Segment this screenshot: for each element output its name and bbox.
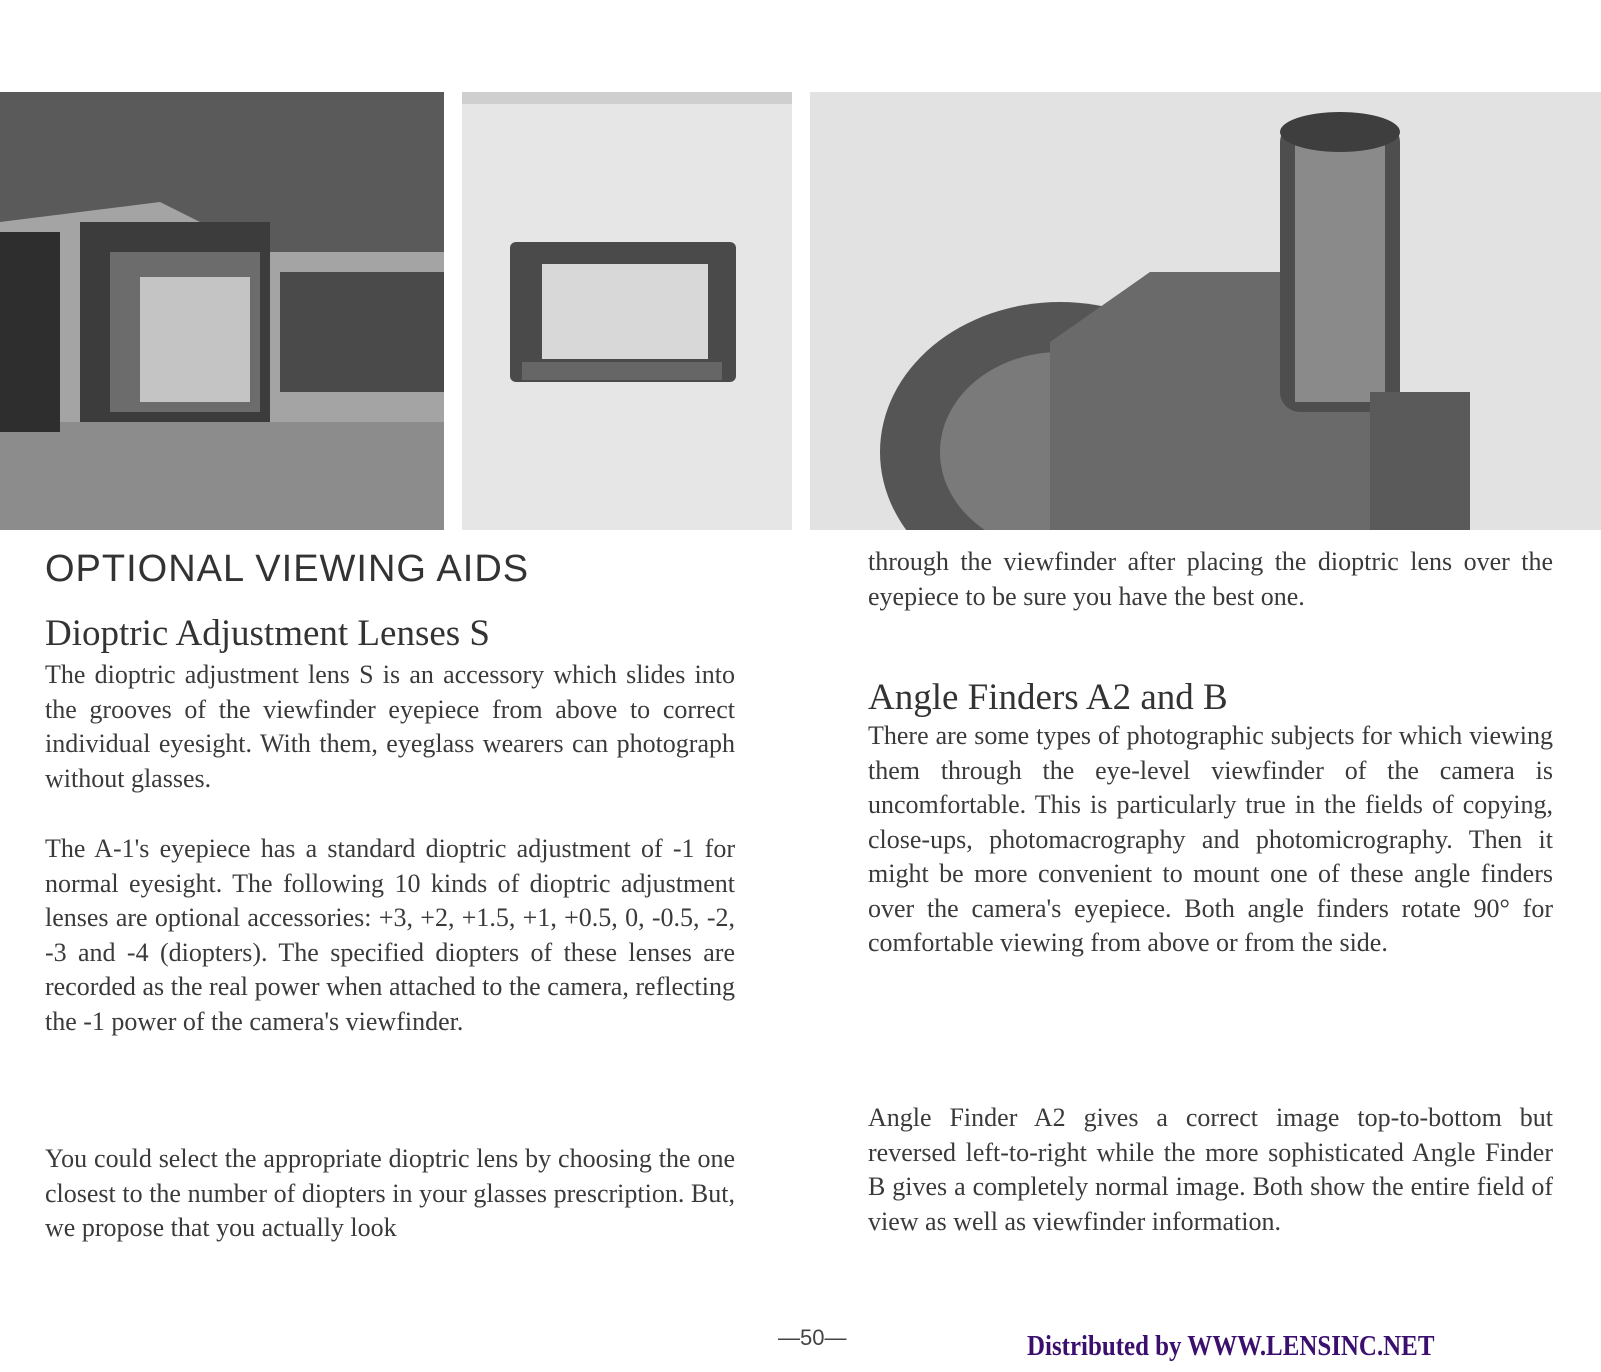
paragraph-continuation: through the viewfinder after placing the dioptric lens over the eyepiece to be sure you have the best one.: [868, 547, 1553, 611]
page-heading: OPTIONAL VIEWING AIDS: [45, 548, 530, 590]
page-number: —50—: [778, 1325, 847, 1350]
paragraph-angle-finders-comparison: Angle Finder A2 gives a correct image top-to-bottom but reversed left-to-right while the more sophisticated Angle Finder B gives a completely normal image. Both show the entire field of view as well as viewfinder information.: [868, 1103, 1553, 1236]
paragraph-dioptric-selection: You could select the appropriate dioptric lens by choosing the one closest to the number of diopters in your glasses prescription. But, we propose that you actually look: [45, 1144, 735, 1242]
angle-finder-camera-photo: [810, 92, 1601, 530]
paragraph-angle-finders-intro: There are some types of photographic subjects for which viewing them through the eye-level viewfinder of the camera is uncomfortable. This is particularly true in the fields of copying, close-ups, photomacrography and photomicrography. Then it might be more convenient to mount one of these angle finders over the camera's eyepiece. Both angle finders rotate 90° for comfortable viewing from above or from the side.: [868, 721, 1553, 957]
paragraph-dioptric-list: The A-1's eyepiece has a standard dioptric adjustment of -1 for normal eyesight. The following 10 kinds of dioptric adjustment lenses are optional accessories: +3, +2, +1.5, +1, +0.5, 0, -0.5, -2, -3 and -4 (diopters). The specified diopters of these lenses are recorded as the real power when attached to the camera, reflecting the -1 power of the camera's viewfinder.: [45, 834, 735, 1036]
section-title-dioptric-lenses: Dioptric Adjustment Lenses S: [45, 613, 490, 654]
paragraph-dioptric-intro: The dioptric adjustment lens S is an accessory which slides into the grooves of the viewfinder eyepiece from above to correct individual eyesight. With them, eyeglass wearers can photograph without glasses.: [45, 660, 735, 793]
section-title-angle-finders: Angle Finders A2 and B: [868, 677, 1228, 718]
distributor-watermark: Distributed by WWW.LENSINC.NET: [1027, 1330, 1435, 1362]
dioptric-lens-photo: [462, 92, 792, 530]
eyepiece-closeup-photo: [0, 92, 444, 530]
